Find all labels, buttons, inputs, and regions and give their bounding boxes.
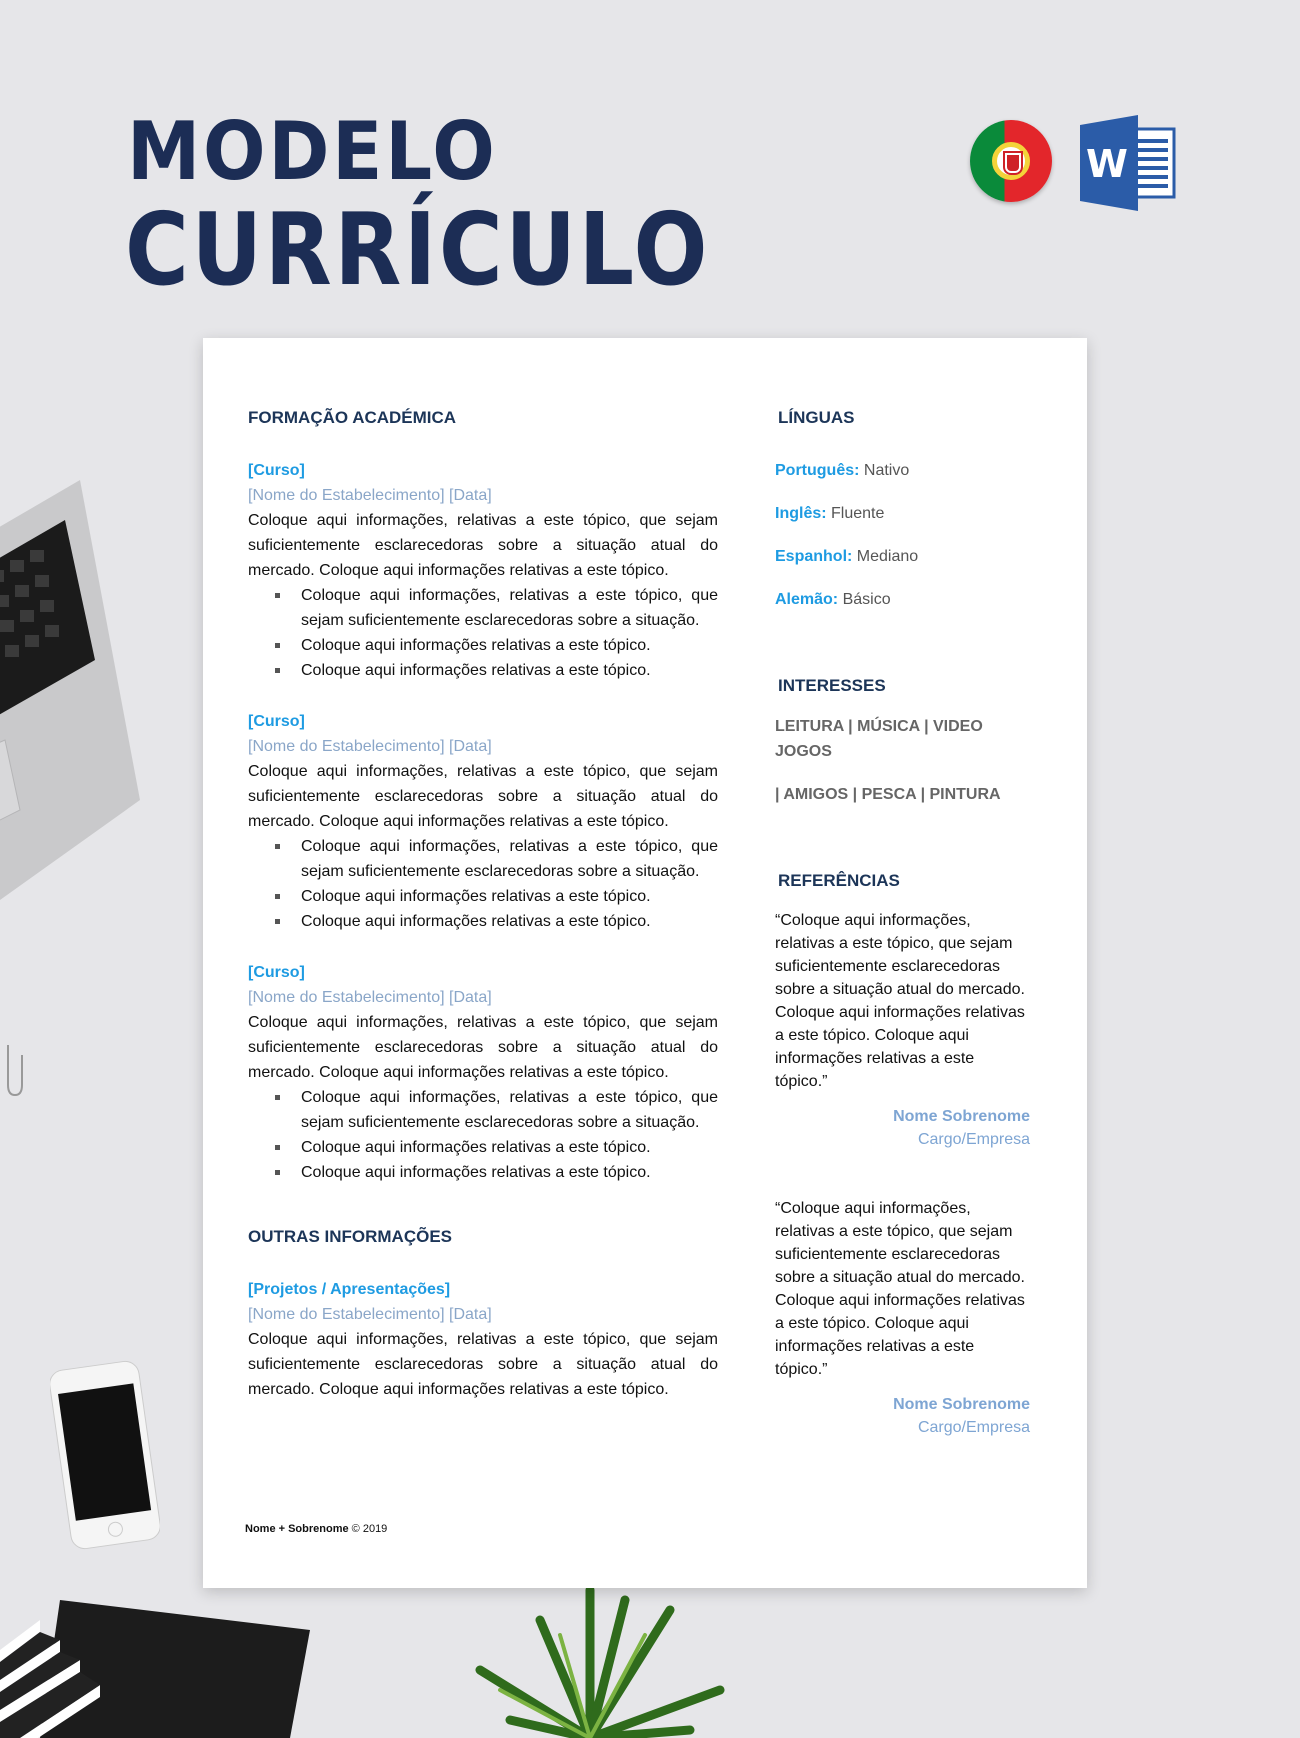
bullet-item: Coloque aqui informações relativas a este tópico.	[301, 909, 718, 934]
language-name: Alemão:	[775, 591, 839, 608]
title-curriculo: CURRÍCULO	[125, 191, 711, 308]
other-info-entry	[248, 1277, 718, 1402]
reference-role: Cargo/Empresa	[917, 1131, 1030, 1148]
left-column	[248, 408, 718, 1428]
interests-line: LEITURA | MÚSICA | VIDEO JOGOS	[775, 718, 983, 760]
bullet-item: Coloque aqui informações, relativas a este tópico, que sejam suficientemente esclarecedoras sobre a situação.	[301, 1085, 718, 1135]
course-label: [Curso]	[248, 713, 305, 730]
svg-text:W: W	[1086, 142, 1128, 186]
reference-quote: “Coloque aqui informações, relativas a este tópico, que sejam suficientemente esclarecedoras sobre a situação atual do mercado. Coloque aqui informações relativas a este tópico. Coloque aqui informações relativas a este tópico.”	[775, 912, 1025, 1090]
bullet-item: Coloque aqui informações, relativas a este tópico, que sejam suficientemente esclarecedoras sobre a situação.	[301, 834, 718, 884]
right-column	[775, 408, 1030, 1439]
reference-name: Nome Sobrenome	[893, 1108, 1030, 1125]
entry-paragraph: Coloque aqui informações, relativas a este tópico, que sejam suficientemente esclarecedoras sobre a situação atual do mercado. Coloque aqui informações relativas a este tópico.	[248, 763, 718, 830]
course-label: [Curso]	[248, 462, 305, 479]
entry-paragraph: Coloque aqui informações, relativas a este tópico, que sejam suficientemente esclarecedoras sobre a situação atual do mercado. Coloque aqui informações relativas a este tópico.	[248, 1014, 718, 1081]
interests-title: INTERESSES	[778, 676, 886, 695]
education-entry	[248, 960, 718, 1185]
reference-quote: “Coloque aqui informações, relativas a este tópico, que sejam suficientemente esclarecedoras sobre a situação atual do mercado. Coloque aqui informações relativas a este tópico. Coloque aqui informações relativas a este tópico.”	[775, 1200, 1025, 1378]
language-item	[775, 458, 1030, 483]
language-level: Fluente	[831, 505, 885, 522]
institution-label: [Nome do Estabelecimento] [Data]	[248, 989, 492, 1006]
portugal-flag-icon	[970, 120, 1052, 202]
bullet-item: Coloque aqui informações relativas a este tópico.	[301, 884, 718, 909]
language-level: Mediano	[856, 548, 919, 565]
institution-label: [Nome do Estabelecimento] [Data]	[248, 738, 492, 755]
bullet-item: Coloque aqui informações relativas a este tópico.	[301, 1135, 718, 1160]
language-item	[775, 587, 1030, 612]
reference-name: Nome Sobrenome	[893, 1396, 1030, 1413]
reference-item	[775, 1197, 1030, 1439]
bullet-item: Coloque aqui informações relativas a este tópico.	[301, 633, 718, 658]
bullet-item: Coloque aqui informações relativas a este tópico.	[301, 1160, 718, 1185]
footer-name: Nome + Sobrenome	[245, 1523, 349, 1535]
entry-paragraph: Coloque aqui informações, relativas a este tópico, que sejam suficientemente esclarecedoras sobre a situação atual do mercado. Coloque aqui informações relativas a este tópico.	[248, 1331, 718, 1398]
languages-title: LÍNGUAS	[778, 408, 855, 427]
education-entry	[248, 458, 718, 683]
other-info-title: OUTRAS INFORMAÇÕES	[248, 1227, 452, 1246]
bullet-item: Coloque aqui informações relativas a este tópico.	[301, 658, 718, 683]
institution-label: [Nome do Estabelecimento] [Data]	[248, 487, 492, 504]
language-name: Português:	[775, 462, 860, 479]
notebook-image	[0, 1600, 310, 1738]
page-footer	[245, 1523, 387, 1535]
laptop-image	[0, 480, 140, 900]
entry-paragraph: Coloque aqui informações, relativas a este tópico, que sejam suficientemente esclarecedoras sobre a situação atual do mercado. Coloque aqui informações relativas a este tópico.	[248, 512, 718, 579]
resume-page	[203, 338, 1087, 1588]
institution-label: [Nome do Estabelecimento] [Data]	[248, 1306, 492, 1323]
microsoft-word-icon	[1080, 115, 1180, 211]
language-name: Espanhol:	[775, 548, 853, 565]
language-level: Nativo	[863, 462, 910, 479]
project-label: [Projetos / Apresentações]	[248, 1281, 451, 1298]
bullet-item: Coloque aqui informações, relativas a este tópico, que sejam suficientemente esclarecedoras sobre a situação.	[301, 583, 718, 633]
interests-line: | AMIGOS | PESCA | PINTURA	[775, 786, 1001, 803]
reference-role: Cargo/Empresa	[917, 1419, 1030, 1436]
references-title: REFERÊNCIAS	[778, 871, 900, 890]
language-item	[775, 501, 1030, 526]
course-label: [Curso]	[248, 964, 305, 981]
language-name: Inglês:	[775, 505, 827, 522]
footer-copyright: © 2019	[351, 1523, 388, 1535]
title-modelo: MODELO	[127, 105, 498, 198]
plant-image	[420, 1580, 760, 1738]
phone-image	[50, 1360, 160, 1550]
language-item	[775, 544, 1030, 569]
education-entry	[248, 709, 718, 934]
paperclip-image	[0, 1040, 30, 1100]
reference-item	[775, 909, 1030, 1151]
education-title: FORMAÇÃO ACADÉMICA	[248, 408, 457, 427]
language-level: Básico	[842, 591, 891, 608]
